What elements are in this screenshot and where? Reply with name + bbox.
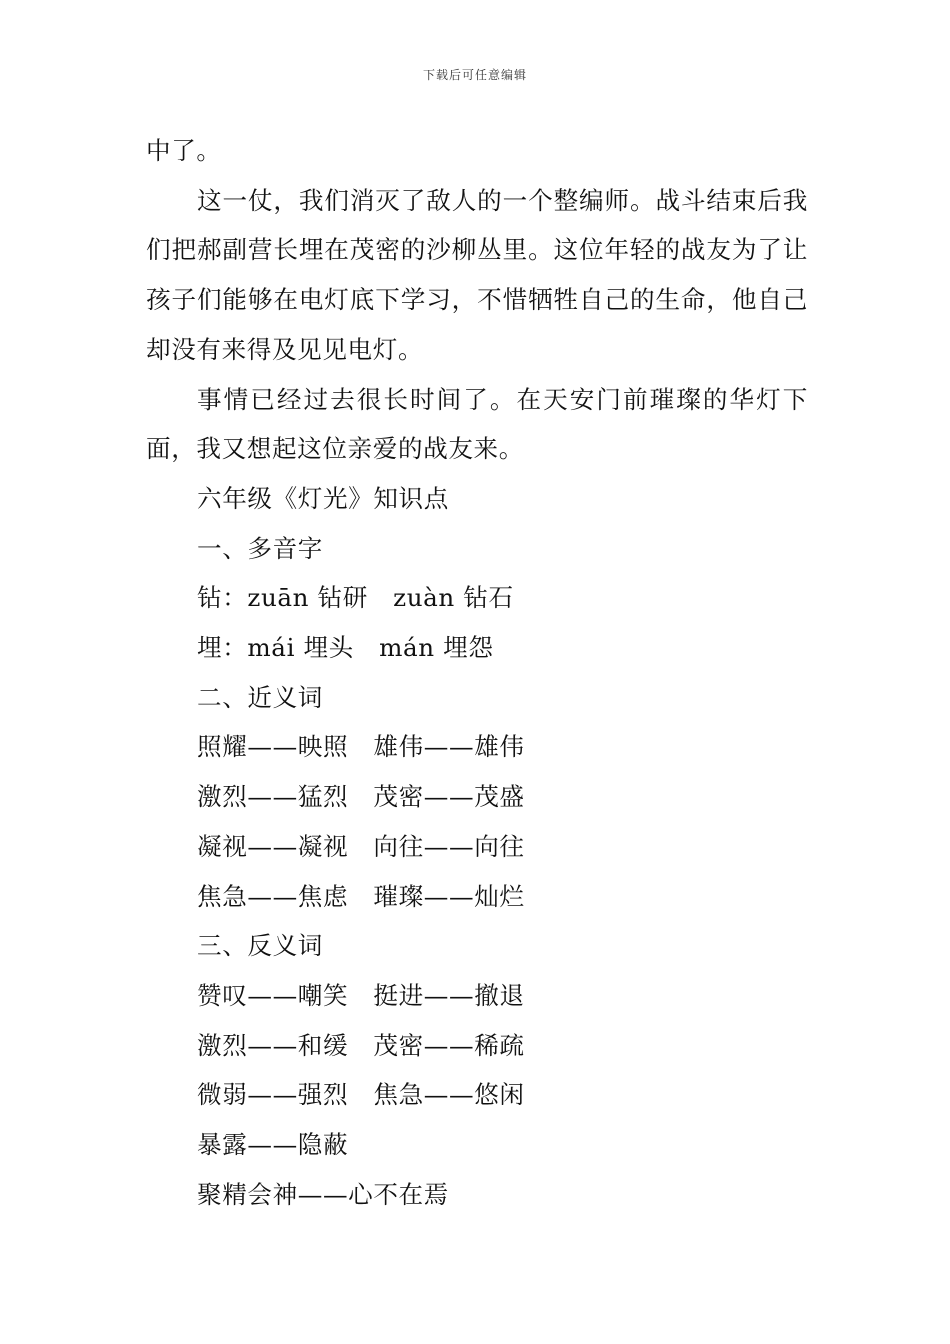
polyphone-item: 埋：mái 埋头 mán 埋怨 [197, 633, 494, 663]
section-heading-antonyms: 三、反义词 [197, 931, 323, 961]
synonym-item: 焦急——焦虑 璀璨——灿烂 [197, 881, 525, 911]
polyphone-item: 钻：zuān 钻研 zuàn 钻石 [197, 583, 514, 613]
synonym-item: 激烈——猛烈 茂密——茂盛 [197, 782, 525, 812]
antonym-item: 聚精会神——心不在焉 [197, 1179, 449, 1209]
antonym-item: 微弱——强烈 焦急——悠闲 [197, 1080, 525, 1110]
antonym-item: 激烈——和缓 茂密——稀疏 [197, 1030, 525, 1060]
synonym-item: 照耀——映照 雄伟——雄伟 [197, 732, 525, 762]
notes-title: 六年级《灯光》知识点 [197, 483, 449, 513]
paragraph-continuation: 中了。 [146, 136, 222, 165]
page-header-note: 下载后可任意编辑 [422, 68, 527, 82]
antonym-item: 暴露——隐蔽 [197, 1130, 349, 1160]
synonym-item: 凝视——凝视 向往——向往 [197, 831, 525, 861]
section-heading-polyphones: 一、多音字 [197, 533, 323, 563]
antonym-item: 赞叹——嘲笑 挺进——撤退 [197, 980, 525, 1010]
paragraph-memory: 事情已经过去很长时间了。在天安门前璀璨的华灯下面，我又想起这位亲爱的战友来。 [146, 384, 808, 464]
section-heading-synonyms: 二、近义词 [197, 682, 323, 712]
paragraph-battle: 这一仗，我们消灭了敌人的一个整编师。战斗结束后我们把郝副营长埋在茂密的沙柳丛里。这位年轻的战友为了让孩子们能够在电灯底下学习，不惜牺牲自己的生命，他自己却没有来得及见见电灯。 [146, 185, 808, 364]
document-body [146, 126, 808, 1219]
